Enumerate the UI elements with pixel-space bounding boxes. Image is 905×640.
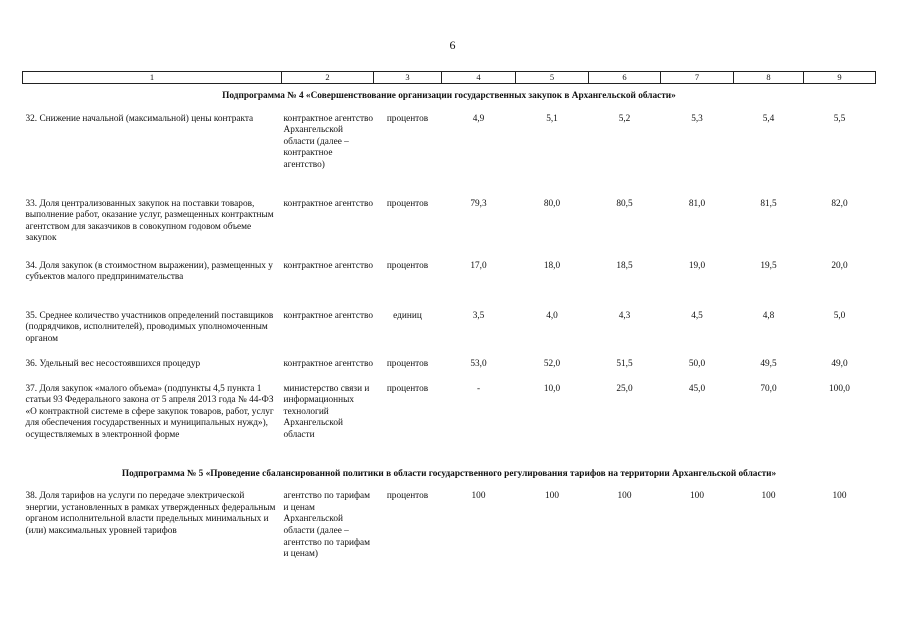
unit: процентов [386,113,429,124]
table-row [23,114,876,199]
indicator-name: 34. Доля закупок (в стоимостном выражении), размещенных у субъектов малого предпринимательства [25,260,273,283]
indicator-name: 32. Снижение начальной (максимальной) цены контракта [25,113,254,124]
page-number: 6 [449,38,456,52]
value-cell: 18,5 [616,260,633,271]
value-cell: 81,0 [688,198,706,209]
table-row [23,384,876,462]
executor: контрактное агентство Архангельской области (далее – контрактное агентство) [283,113,374,170]
indicator-name: 33. Доля централизованных закупок на поставки товаров, выполнение работ, оказание услуг, размещенных контрактным агентством для заказчиков в совокупном годовом объеме закупок [25,198,274,244]
value-cell: 5,3 [691,113,703,124]
unit: единиц [393,310,422,321]
value-cell: 4,8 [762,310,775,321]
value-cell: 17,0 [470,260,487,271]
value-cell: 4,0 [546,310,558,321]
table-row [23,359,876,384]
column-number: 4 [442,72,516,84]
value-cell: 4,5 [691,310,703,321]
column-number: 2 [282,72,374,84]
column-number: 3 [374,72,442,84]
unit: процентов [386,198,429,209]
indicator-name: 35. Среднее количество участников определений поставщиков (подрядчиков, исполнителей), проводимых уполномоченным органом [25,310,274,344]
value-cell: 4,9 [472,113,485,124]
section-title: Подпрограмма № 4 «Совершенствование организации государственных закупок в Архангельской области» [222,91,676,101]
column-number-row [23,72,876,84]
column-number: 5 [516,72,589,84]
value-cell: 80,0 [543,198,561,209]
value-cell: 100 [690,491,704,502]
value-cell: 5,2 [618,113,631,124]
value-cell: 4,3 [618,310,631,321]
value-cell: 80,5 [616,198,633,209]
column-number: 6 [589,72,661,84]
column-number: 8 [734,72,804,84]
column-number: 1 [23,72,282,84]
value-cell: - [476,383,481,394]
executor: контрактное агентство [283,310,374,321]
indicator-name: 36. Удельный вес несостоявшихся процедур [25,358,201,369]
value-cell: 45,0 [688,383,706,394]
section-title: Подпрограмма № 5 «Проведение сбалансированной политики в области государственного регулирования тарифов на территории Архангельской области» [121,468,777,479]
value-cell: 25,0 [616,383,633,394]
table-row [23,199,876,261]
value-cell: 100 [832,491,847,502]
value-cell: 52,0 [543,358,561,369]
column-number: 9 [804,72,876,84]
value-cell: 20,0 [831,260,848,271]
value-cell: 19,5 [760,260,777,271]
unit: процентов [386,383,429,394]
executor: контрактное агентство [283,358,374,369]
value-cell: 18,0 [543,260,561,271]
value-cell: 19,0 [688,260,706,271]
table-row [23,261,876,311]
value-cell: 100,0 [829,383,850,394]
section-header-row [23,84,876,114]
value-cell: 100 [617,491,632,502]
executor: агентство по тарифам и ценам Архангельской области (далее – агентство по тарифам и ценам) [283,491,370,560]
value-cell: 49,5 [760,358,777,369]
indicators-table [22,71,876,571]
column-number: 7 [661,72,734,84]
value-cell: 5,4 [762,113,775,124]
value-cell: 53,0 [470,358,487,369]
unit: процентов [386,358,429,369]
executor: контрактное агентство [283,260,374,271]
table-row [23,311,876,359]
value-cell: 10,0 [543,383,561,394]
value-cell: 100 [761,491,776,502]
value-cell: 5,0 [833,310,846,321]
value-cell: 70,0 [760,383,777,394]
value-cell: 51,5 [616,358,633,369]
executor: министерство связи и информационных технологий Архангельской области [283,383,370,440]
value-cell: 82,0 [831,198,848,209]
indicator-name: 37. Доля закупок «малого объема» (подпункты 4,5 пункта 1 статьи 93 Федерального закона от 5 апреля 2013 года № 44-ФЗ «О контрактной системе в сфере закупок товаров, работ, услуг для обеспечения государственных и муниципальных нужд»), осуществляемых в электронной форме [25,383,274,440]
executor: контрактное агентство [283,198,374,209]
value-cell: 50,0 [688,358,706,369]
value-cell: 3,5 [472,310,485,321]
value-cell: 79,3 [470,198,487,209]
unit: процентов [386,260,429,271]
section-header-row [23,462,876,492]
indicator-name: 38. Доля тарифов на услуги по передаче электрической энергии, установленных в рамках утвержденных федеральным органом исполнительной власти предельных минимальных и (или) максимальных уровней тарифов [25,491,276,536]
value-cell: 100 [471,491,486,502]
value-cell: 81,5 [760,198,777,209]
value-cell: 100 [545,491,559,502]
unit: процентов [386,491,429,502]
value-cell: 49,0 [831,358,848,369]
value-cell: 5,1 [546,113,558,124]
value-cell: 5,5 [833,113,846,124]
table-row [23,491,876,571]
